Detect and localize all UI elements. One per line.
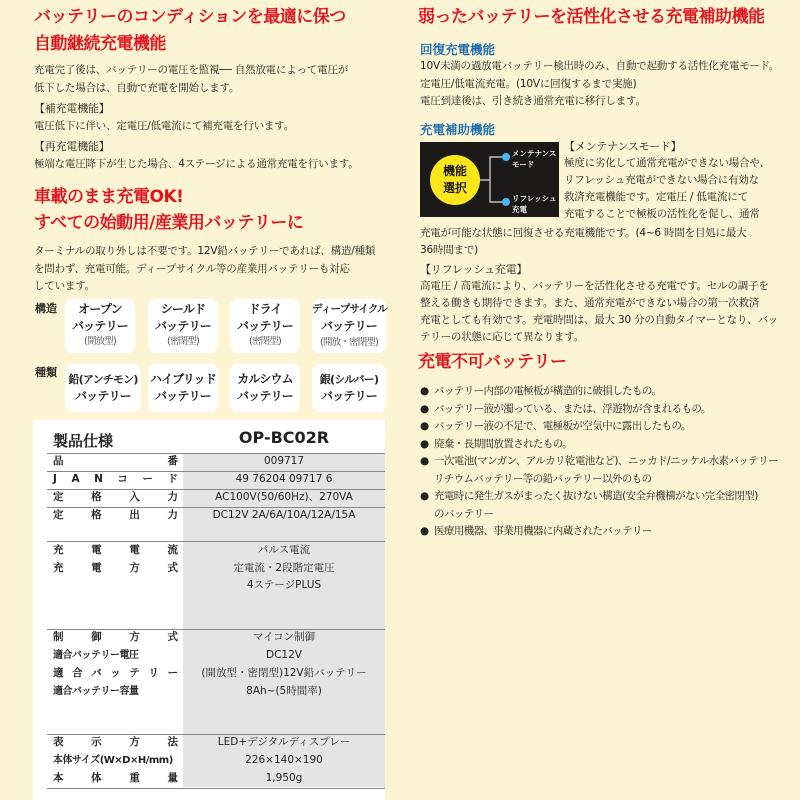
- spec-key: [53, 560, 178, 577]
- spec-key-char: 表: [53, 736, 64, 748]
- bullet-icon: ●: [420, 420, 429, 432]
- card-line: バッテリー: [320, 389, 377, 403]
- heading-auto-charge-2: 自動継続充電機能: [34, 34, 166, 54]
- body-line: ターミナルの取り外しは不要です。12V鉛バッテリーであれば、構造/種類: [34, 245, 376, 257]
- spec-value-line: AC100V(50/60Hz)、270VA: [215, 491, 353, 503]
- option-line: メンテナンス: [512, 149, 557, 158]
- card-line: 銀(シルバー): [319, 373, 379, 386]
- spec-value-line: (開放型・密閉型)12V鉛バッテリー: [201, 667, 367, 679]
- spec-value: [183, 665, 385, 682]
- spec-table: [33, 420, 385, 800]
- sub-text: 電圧低下に伴い、定電圧/低電流にて補充電を行います。: [34, 119, 294, 132]
- card-note: (密閉型): [167, 336, 199, 347]
- type-card: [65, 364, 141, 412]
- sub-heading: 【補充電機能】: [34, 102, 110, 115]
- body-line: を問わず、充電可能。ディープサイクル等の産業用バッテリーも対応: [34, 262, 350, 275]
- card-line: オープン: [78, 302, 122, 316]
- option-refresh: [512, 193, 556, 215]
- sub-heading: 【再充電機能】: [34, 140, 110, 153]
- spec-key-char: テ: [129, 667, 140, 679]
- card-line: ドライ: [248, 302, 282, 316]
- spec-key-char: 力: [167, 509, 178, 521]
- spec-key-char: 適合バッテリー容量: [53, 686, 139, 697]
- card-line: バッテリー: [154, 319, 211, 333]
- recovery-text: [420, 58, 779, 111]
- item-text: 医療用機器、事業用機器に内蔵されたバッテリー: [434, 525, 652, 537]
- spec-key-char: 重: [129, 772, 140, 784]
- bullet-icon: ●: [420, 490, 429, 502]
- card-note: (開放・密閉型): [319, 337, 378, 348]
- led-icon: [502, 153, 510, 161]
- option-line: リフレッシュ: [512, 194, 557, 203]
- heading-not-chargeable: 充電不可バッテリー: [418, 352, 567, 372]
- spec-value-line: パルス電流: [257, 544, 311, 556]
- intro-line: 低下した場合は、自動で充電を開始します。: [34, 81, 240, 94]
- type-label: 種類: [35, 366, 57, 379]
- spec-value-line: 8Ah~(5時間率): [246, 685, 322, 697]
- body-line: 36時間まで): [420, 244, 479, 256]
- spec-value: [183, 542, 385, 559]
- spec-key-char: バ: [91, 667, 102, 679]
- spec-key-char: ド: [167, 473, 178, 485]
- item-text: バッテリー液の不足で、電極板が空気中に露出したもの。: [434, 420, 691, 432]
- spec-value: [183, 647, 385, 664]
- option-maintenance: [512, 148, 556, 170]
- structure-card: [230, 299, 300, 353]
- maintenance-text-side: [564, 138, 770, 223]
- type-card: [312, 364, 386, 412]
- spec-key: [53, 453, 178, 470]
- spec-key-char: 充: [53, 544, 64, 556]
- structure-card: [312, 299, 386, 353]
- not-chargeable-item: [420, 436, 778, 454]
- spec-key: [53, 683, 178, 700]
- spec-key-char: 品: [53, 455, 64, 467]
- spec-key-char: リ: [148, 667, 159, 679]
- badge-line: 機能: [442, 164, 467, 178]
- bullet-icon: ●: [420, 437, 429, 450]
- card-line: バッテリー: [154, 389, 211, 403]
- spec-key-char: 合: [72, 667, 83, 679]
- card-line: バッテリー: [74, 389, 131, 403]
- spec-value-line: 226×140×190: [245, 754, 323, 766]
- spec-value-line: 009717: [263, 455, 305, 467]
- spec-key-char: 方: [129, 736, 140, 748]
- spec-key-char: A: [71, 473, 80, 485]
- spec-key-char: 制: [53, 631, 64, 643]
- item-text: 廃棄・長期間放置されたもの。: [434, 437, 573, 450]
- spec-value: [183, 507, 385, 524]
- body-line: テリーの状態に応じて異なります。: [420, 331, 584, 343]
- spec-key-char: 法: [167, 736, 178, 748]
- card-note: (密閉型): [249, 336, 281, 347]
- body-line: 電圧到達後は、引き続き通常充電に移行します。: [420, 95, 646, 107]
- card-line: 鉛(アンチモン): [68, 373, 138, 386]
- spec-key-char: 本体サイズ(W×D×H/mm): [53, 755, 173, 766]
- spec-key-char: 適: [53, 667, 64, 679]
- spec-value: [183, 560, 385, 594]
- body-line: 10V未満の過放電バッテリー検出時のみ、自動で起動する活性化充電モード。: [420, 60, 780, 72]
- spec-key-char: 定: [53, 491, 64, 503]
- not-chargeable-item: [420, 453, 778, 471]
- spec-value: [183, 489, 385, 506]
- spec-key-char: 入: [129, 491, 140, 503]
- spec-key: [53, 752, 178, 769]
- spec-value: [183, 471, 385, 488]
- spec-key-char: 方: [129, 631, 140, 643]
- spec-value: [183, 683, 385, 700]
- led-icon: [502, 198, 510, 206]
- item-text: 一次電池(マンガン、アルカリ乾電池など)、ニッカド/ニッケル水素バッテリー: [434, 455, 778, 467]
- card-line: ディープサイクル: [312, 303, 387, 315]
- card-line: バッテリー: [236, 389, 293, 403]
- spec-key-char: 力: [167, 491, 178, 503]
- spec-key-char: 式: [167, 562, 178, 574]
- body-line: 充電することで極板の活性化を促し、通常: [564, 208, 760, 220]
- spec-key-char: ー: [142, 473, 153, 485]
- assist-heading: 充電補助機能: [420, 122, 496, 137]
- compat-text: [34, 243, 375, 296]
- spec-value-line: 49 76204 09717 6: [235, 473, 333, 485]
- spec-key-char: 電: [129, 544, 140, 556]
- spec-value: [183, 629, 385, 646]
- spec-key: [53, 665, 178, 682]
- spec-value: [183, 770, 385, 787]
- body-line: 極度に劣化して通常充電ができない場合や、: [564, 157, 770, 169]
- auto-charge-section: [34, 62, 359, 173]
- heading-all-batteries: すべての始動用/産業用バッテリーに: [34, 213, 304, 233]
- spec-value-line: DC12V: [266, 649, 302, 661]
- spec-key: [53, 471, 178, 488]
- spec-key-char: 電: [91, 562, 102, 574]
- spec-key: [53, 542, 178, 559]
- spec-value-line: 4ステージPLUS: [246, 579, 322, 591]
- spec-value-line: DC12V 2A/6A/10A/12A/15A: [212, 509, 356, 521]
- spec-value-line: マイコン制御: [252, 631, 316, 643]
- body-line: 充電が可能な状態に回復させる充電機能です。(4~6 時間を目処に最大: [420, 227, 747, 239]
- body-line: リフレッシュ充電ができない場合に有効な: [564, 174, 759, 186]
- spec-key-char: 示: [91, 736, 102, 748]
- spec-key-char: 適合バッテリー電圧: [53, 650, 139, 661]
- card-line: バッテリー: [71, 319, 128, 333]
- spec-key: [53, 770, 178, 787]
- not-chargeable-item: [420, 418, 778, 436]
- item-text: バッテリー内部の電極板が構造的に破損したもの。: [434, 385, 662, 397]
- spec-key-char: 格: [91, 491, 102, 503]
- spec-key-char: 体: [91, 772, 102, 784]
- spec-key: [53, 507, 178, 524]
- spec-value-line: LED+デジタルディスプレー: [217, 736, 351, 748]
- item-text: のバッテリー: [434, 507, 494, 520]
- spec-key-char: 御: [91, 631, 102, 643]
- spec-value: [183, 453, 385, 470]
- bullet-icon: ●: [420, 385, 429, 397]
- spec-key-char: ー: [167, 667, 178, 679]
- spec-key-char: コ: [117, 473, 128, 485]
- card-note: (開放型): [84, 336, 116, 347]
- body-line: 充電としても有効です。充電時間は、最大 30 分の自動タイマーとなり、バッ: [420, 314, 779, 326]
- body-line: 定電圧/低電流充電。(10Vに回復するまで実施): [420, 77, 637, 90]
- mode-select-diagram: [420, 142, 559, 217]
- spec-key-char: 出: [129, 509, 140, 521]
- item-text: リチウムバッテリー等の鉛バッテリー以外のもの: [434, 472, 652, 485]
- spec-key-char: 量: [167, 772, 178, 784]
- bullet-icon: ●: [420, 455, 429, 467]
- item-text: 充電時に発生ガスがまったく抜けない構造(安全弁機構がない完全密閉型): [434, 490, 758, 502]
- recovery-heading: 回復充電機能: [420, 42, 496, 57]
- model-name: OP-BC02R: [238, 428, 330, 447]
- spec-title: 製品仕様: [53, 432, 114, 450]
- spec-value-line: 定電流・2段階定電圧: [233, 562, 335, 574]
- option-line: モード: [512, 160, 535, 169]
- spec-key-char: J: [53, 473, 57, 485]
- spec-value-line: 1,950g: [265, 772, 303, 784]
- not-chargeable-item: [420, 488, 778, 506]
- spec-key: [53, 734, 178, 751]
- spec-key-char: 番: [167, 455, 178, 467]
- not-chargeable-item: [420, 401, 778, 419]
- spec-key-char: N: [94, 473, 103, 485]
- spec-key: [53, 647, 178, 664]
- card-line: ハイブリッド: [150, 372, 216, 386]
- structure-label: 構造: [35, 302, 57, 315]
- body-line: しています。: [34, 280, 95, 292]
- structure-card: [148, 299, 218, 353]
- row-divider: [47, 788, 385, 789]
- spec-key-char: 流: [167, 544, 178, 556]
- option-line: 充電: [512, 205, 527, 214]
- heading-in-car: 車載のまま充電OK!: [34, 187, 184, 207]
- body-line: 高電圧 / 高電流により、バッテリーを活性化させる充電です。セルの調子を: [420, 280, 769, 292]
- body-line: 整える働きも期待できます。また、通常充電ができない場合の第一次救済: [420, 297, 760, 309]
- card-line: バッテリー: [320, 319, 377, 333]
- spec-key: [53, 629, 178, 646]
- spec-value: [183, 752, 385, 769]
- item-text: バッテリー液が濁っている、または、浮遊物が含まれるもの。: [434, 402, 711, 415]
- spec-key-char: ッ: [110, 667, 121, 679]
- type-card: [230, 364, 300, 412]
- heading-auto-charge-1: バッテリーのコンディションを最適に保つ: [34, 7, 346, 27]
- spec-key-char: 本: [53, 772, 64, 784]
- not-chargeable-item: [420, 523, 778, 541]
- not-chargeable-item: [420, 506, 778, 524]
- card-line: カルシウム: [237, 372, 293, 386]
- bullet-icon: ●: [420, 402, 429, 415]
- body-line: 救済充電機能です。定電圧 / 低電流にて: [564, 191, 748, 203]
- spec-key-char: 定: [53, 509, 64, 521]
- structure-card: [65, 299, 135, 353]
- spec-key-char: 式: [167, 631, 178, 643]
- maintenance-text-full: [420, 225, 778, 346]
- not-chargeable-item: [420, 471, 778, 489]
- spec-key: [53, 489, 178, 506]
- sub-heading: 【リフレッシュ充電】: [420, 263, 528, 276]
- card-line: シールド: [160, 302, 206, 316]
- spec-key-char: 格: [91, 509, 102, 521]
- badge-line: 選択: [442, 181, 467, 195]
- not-chargeable-item: [420, 383, 778, 401]
- sub-text: 極端な電圧降下が生じた場合、4ステージによる通常充電を行います。: [34, 157, 359, 170]
- card-line: バッテリー: [236, 319, 293, 333]
- type-card: [148, 364, 218, 412]
- sub-heading: 【メンテナンスモード】: [564, 140, 682, 153]
- spec-key-char: 充: [53, 562, 64, 574]
- spec-key-char: 電: [91, 544, 102, 556]
- function-select-badge: [430, 155, 480, 205]
- bullet-icon: ●: [420, 525, 429, 537]
- heading-assist: 弱ったバッテリーを活性化させる充電補助機能: [418, 7, 765, 27]
- spec-key-char: 方: [129, 562, 140, 574]
- spec-value: [183, 734, 385, 751]
- not-chargeable-list: [420, 383, 778, 541]
- intro-line: 充電完了後は、バッテリーの電圧を監視── 自然放電によって電圧が: [34, 64, 349, 76]
